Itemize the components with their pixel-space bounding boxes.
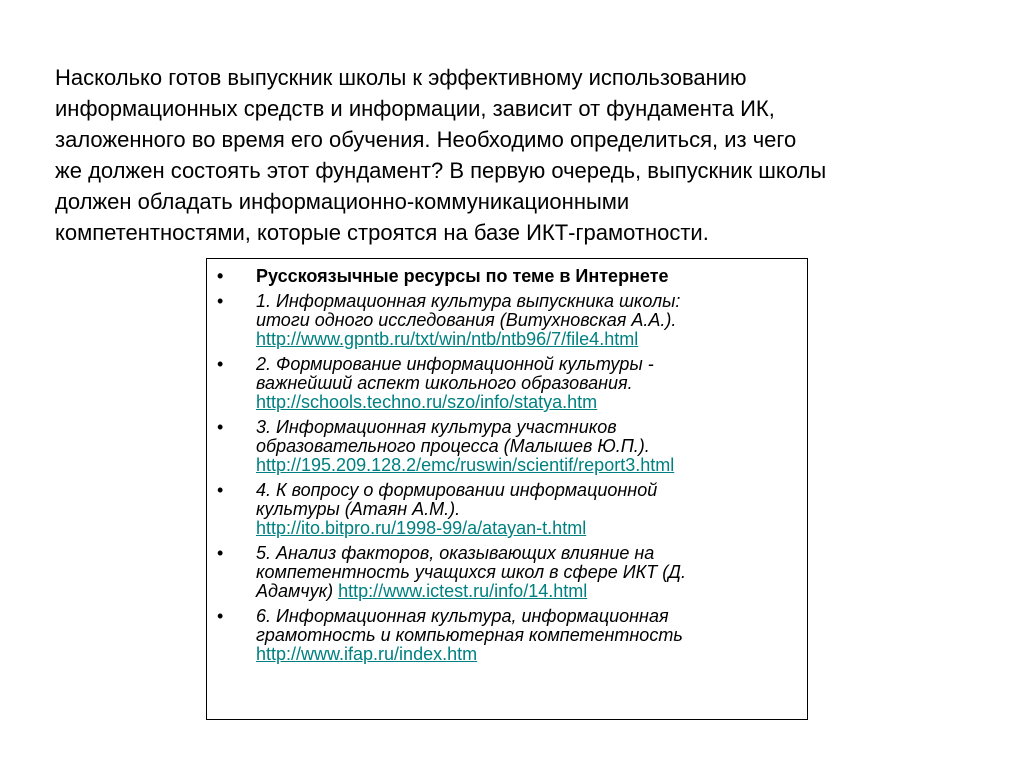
resources-heading-item: [207, 267, 807, 286]
resource-text: 2. Формирование информационной культуры -: [256, 354, 654, 374]
bullet-icon: •: [217, 543, 224, 563]
resource-link[interactable]: http://195.209.128.2/emc/ruswin/scientif/report3.html: [256, 455, 675, 475]
resource-text: 5. Анализ факторов, оказывающих влияние на: [256, 543, 655, 563]
intro-line: информационных средств и информации, зависит от фундамента ИК,: [55, 96, 775, 121]
resource-link[interactable]: http://www.gpntb.ru/txt/win/ntb/ntb96/7/file4.html: [256, 329, 639, 349]
resource-text: 3. Информационная культура участников: [256, 417, 617, 437]
intro-line: же должен состоять этот фундамент? В первую очередь, выпускник школы: [55, 158, 827, 183]
resource-text: компетентность учащихся школ в сфере ИКТ (Д.: [256, 562, 686, 582]
resource-link[interactable]: http://www.ictest.ru/info/14.html: [338, 581, 588, 601]
resource-link[interactable]: http://www.ifap.ru/index.htm: [256, 644, 478, 664]
bullet-icon: •: [217, 291, 224, 311]
bullet-icon: •: [217, 354, 224, 374]
bullet-icon: •: [217, 606, 224, 626]
bullet-icon: •: [217, 417, 224, 437]
resources-list: [207, 267, 807, 670]
resource-text: важнейший аспект школьного образования.: [256, 373, 633, 393]
resource-item-1: [207, 292, 807, 349]
resource-text: образовательного процесса (Малышев Ю.П.).: [256, 436, 650, 456]
resource-text: 4. К вопросу о формировании информационной: [256, 480, 658, 500]
resource-text: грамотность и компьютерная компетентность: [256, 625, 683, 645]
resources-box: [206, 258, 808, 720]
resources-heading: Русскоязычные ресурсы по теме в Интернете: [256, 266, 669, 286]
intro-line: компетентностями, которые строятся на базе ИКТ-грамотности.: [55, 220, 709, 245]
resource-item-2: [207, 355, 807, 412]
resource-link[interactable]: http://schools.techno.ru/szo/info/statya.htm: [256, 392, 598, 412]
resource-item-3: [207, 418, 807, 475]
resource-text: 6. Информационная культура, информационная: [256, 606, 669, 626]
bullet-icon: •: [217, 266, 224, 286]
resource-item-5: [207, 544, 807, 601]
intro-paragraph: [55, 62, 995, 248]
intro-line: должен обладать информационно-коммуникационными: [55, 189, 630, 214]
resource-link[interactable]: http://ito.bitpro.ru/1998-99/a/atayan-t.html: [256, 518, 587, 538]
bullet-icon: •: [217, 480, 224, 500]
resource-text: Адамчук): [256, 581, 339, 601]
resource-text: культуры (Атаян А.М.).: [256, 499, 461, 519]
resource-text: 1. Информационная культура выпускника школы:: [256, 291, 681, 311]
resource-text: итоги одного исследования (Витухновская А.А.).: [256, 310, 677, 330]
resource-item-4: [207, 481, 807, 538]
intro-line: Насколько готов выпускник школы к эффективному использованию: [55, 65, 747, 90]
resource-item-6: [207, 607, 807, 664]
intro-line: заложенного во время его обучения. Необходимо определиться, из чего: [55, 127, 797, 152]
